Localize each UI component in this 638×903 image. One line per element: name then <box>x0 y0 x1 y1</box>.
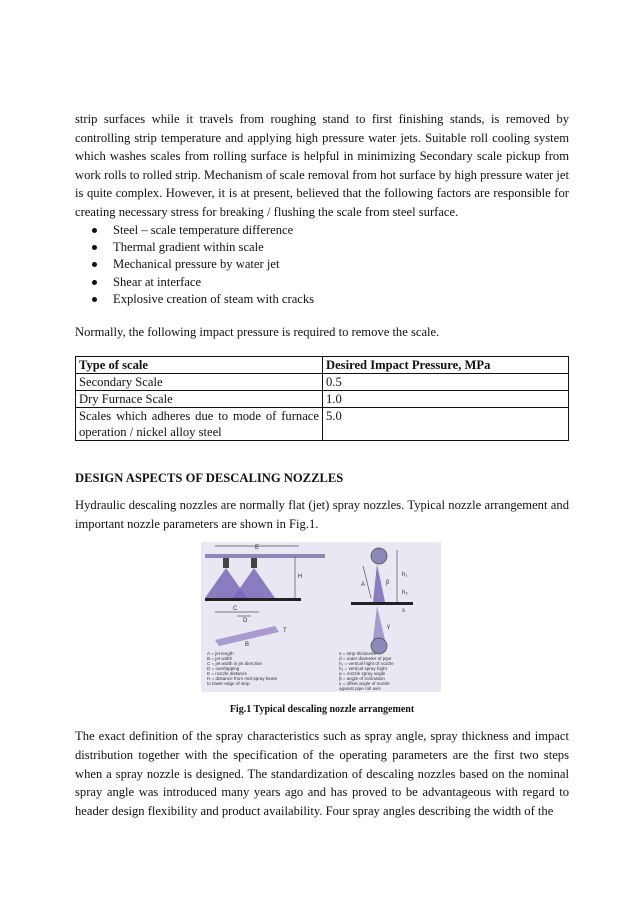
table-header-cell: Desired Impact Pressure, MPa <box>323 357 569 374</box>
table-row <box>76 408 569 441</box>
design-paragraph: Hydraulic descaling nozzles are normally flat (jet) spray nozzles. Typical nozzle arrangement and important nozzle parameters are shown in Fig.1. <box>75 498 569 531</box>
table-cell: Dry Furnace Scale <box>76 391 323 408</box>
legend-left <box>207 651 278 686</box>
impact-intro: Normally, the following impact pressure is required to remove the scale. <box>75 324 440 339</box>
table-header-cell: Type of scale <box>76 357 323 374</box>
list-item: Steel – scale temperature difference <box>75 222 569 239</box>
legend-item: h₂ = vertical spray hight <box>339 666 387 672</box>
strip-side <box>351 602 413 605</box>
label-h: H <box>298 574 303 581</box>
strip-surface <box>205 598 301 601</box>
label-t: T <box>283 628 287 635</box>
legend-item: α = nozzle spray angle <box>339 671 386 677</box>
pipe-cross-section-top <box>371 548 387 564</box>
label-d: D <box>243 618 248 625</box>
nozzle-left <box>223 558 229 568</box>
label-h2: h₂ <box>402 590 408 597</box>
legend-item: s = strip thickness <box>339 651 376 657</box>
intro-paragraph: strip surfaces while it travels from roughing stand to first finishing stands, is removed by controlling strip temperature and applying high pressure water jets. Suitable roll cooling system which washes scales from rolling surface is helpful in minimizing Secondary scale pickup from work rolls to rolled strip. Mechanism of scale removal from hot surface by high pressure water jet is quite complex. However, it is at present, believed that the following factors are responsible for creating necessary stress for breaking / flushing the scale from steel surface. <box>75 112 569 219</box>
legend-item: γ = offset angle of nozzle <box>339 681 390 687</box>
factor-list <box>75 222 569 309</box>
list-item: Shear at interface <box>75 274 569 291</box>
legend-item: d = outer diameter of pipe <box>339 656 392 662</box>
legend-item: B = jet width <box>207 656 233 662</box>
table-cell: Scales which adheres due to mode of furnace operation / nickel alloy steel <box>76 408 323 441</box>
legend-item: C = jet width in jet direction <box>207 661 263 667</box>
table-cell: 5.0 <box>323 408 569 441</box>
legend-item: D = overlapping <box>207 666 240 672</box>
legend-item: H = distance from mid-spray beam <box>207 676 278 682</box>
table-cell: Secondary Scale <box>76 374 323 391</box>
spray-beam-lower <box>373 606 385 640</box>
spray-beam-side <box>373 564 385 602</box>
label-gamma: γ <box>387 624 390 631</box>
figure-caption: Fig.1 Typical descaling nozzle arrangement <box>229 704 415 716</box>
label-c: C <box>233 606 238 613</box>
table-header-row <box>76 357 569 374</box>
legend-item: E = nozzle distance <box>207 671 247 677</box>
nozzle-arrangement-figure <box>201 542 441 692</box>
impact-pressure-table <box>75 356 569 441</box>
legend-item: A = jet length <box>207 651 234 657</box>
document-page <box>75 110 569 820</box>
list-item: Explosive creation of steam with cracks <box>75 291 569 308</box>
header-pipe <box>205 554 325 558</box>
legend-right <box>339 651 394 691</box>
table-row <box>76 374 569 391</box>
list-item: Thermal gradient within scale <box>75 239 569 256</box>
label-h1: h₁ <box>402 572 408 579</box>
section-heading: DESIGN ASPECTS OF DESCALING NOZZLES <box>75 471 344 486</box>
legend-item: β = angle of inclination <box>339 676 385 682</box>
label-b: B <box>245 642 250 649</box>
final-paragraph: The exact definition of the spray characteristics such as spray angle, spray thickness and impact distribution together with the specification of the operating parameters are the first two steps when a spray nozzle is designed. The standardization of descaling nozzles based on the nominal spray angle was introduced many years ago and has proved to be advantageous with regard to header design flexibility and product availability. Four spray angles describing the width of the <box>75 729 569 818</box>
list-item: Mechanical pressure by water jet <box>75 256 569 273</box>
label-beta: β <box>386 580 390 587</box>
label-a: A <box>361 582 366 589</box>
nozzle-right <box>251 558 257 568</box>
label-s: s <box>402 608 405 615</box>
table-row <box>76 391 569 408</box>
table-cell: 0.5 <box>323 374 569 391</box>
legend-item: h₁ = vertical hight of nozzle <box>339 661 394 667</box>
legend-item: to lower edge of strip <box>207 681 250 687</box>
table-cell: 1.0 <box>323 391 569 408</box>
legend-item: against pipe roll axis <box>339 686 381 692</box>
label-e: E <box>254 545 260 552</box>
spray-fan-right <box>233 568 275 598</box>
nozzle-diagram <box>201 542 441 692</box>
